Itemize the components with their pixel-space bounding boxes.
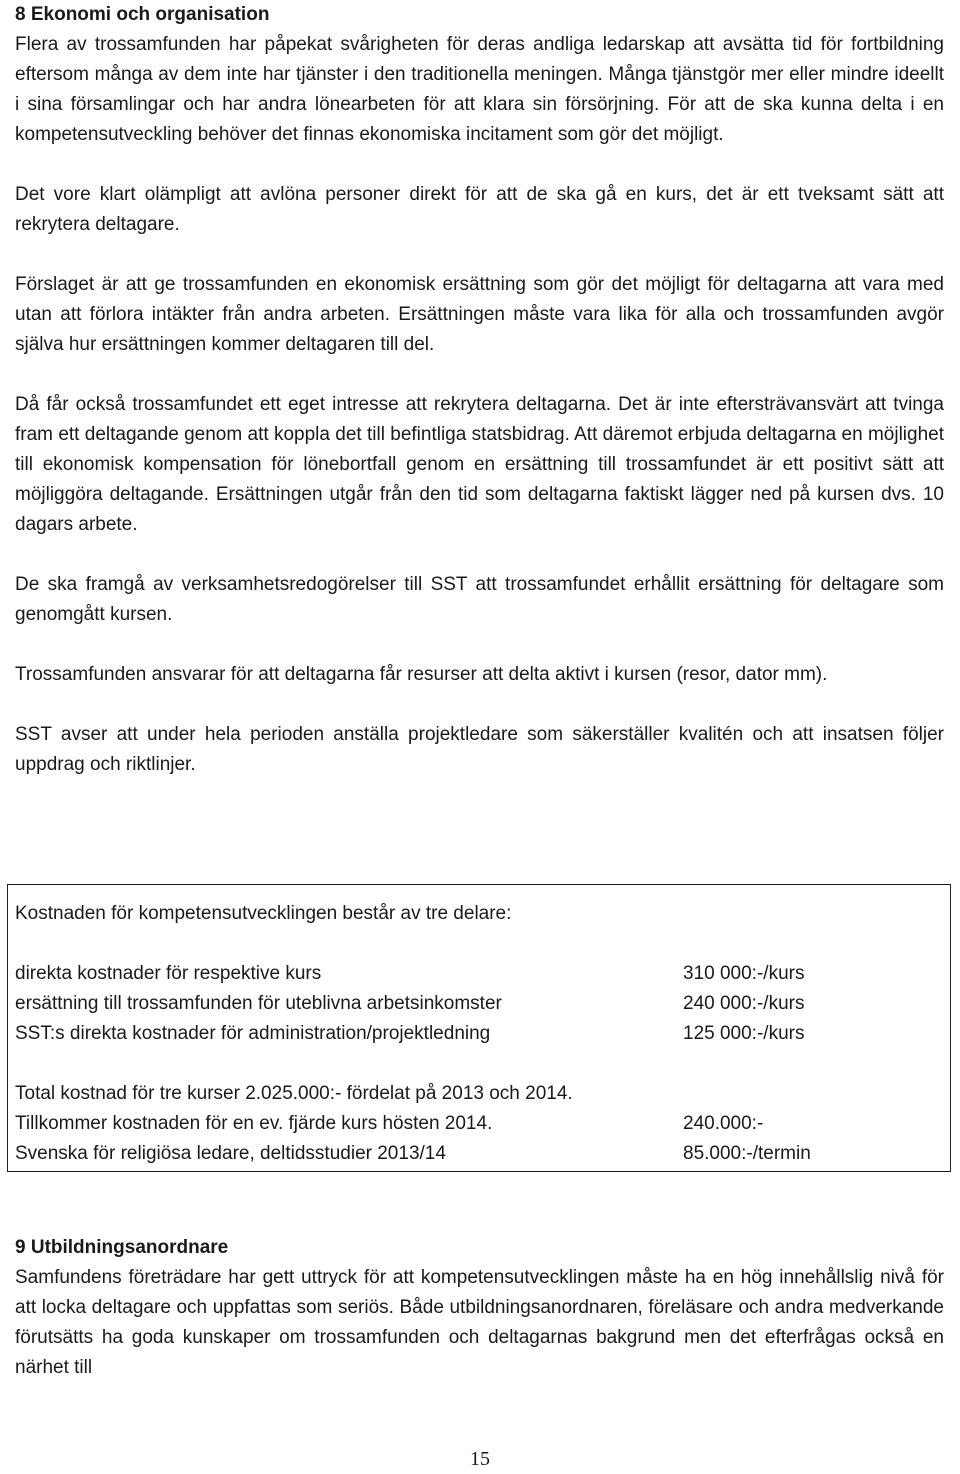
paragraph-4: Då får också trossamfundet ett eget intresse att rekrytera deltagarna. Det är inte eftersträvansvärt att tvinga fram ett deltagande genom att koppla det till befintliga statsbidrag. Att däremot erbjuda deltagarna en möjlighet till ekonomisk kompensation för lönebortfall genom en ersättning till trossamfundet är ett positivt sätt att möjliggöra deltagande. Ersättningen utgår från den tid som deltagarna faktiskt lägger ned på kursen dvs. 10 dagars arbete. [15,394,944,535]
cost-box [7,884,951,1172]
cost-item-amount: 125 000:-/kurs [683,1023,805,1044]
section-9-paragraph: Samfundens företrädare har gett uttryck för att kompetensutvecklingen måste ha en hög innehållslig nivå för att locka deltagare och uppfattas som seriös. Både utbildningsanordnaren, föreläsare och andra medverkande förutsätts ha goda kunskaper om trossamfunden och deltagarnas bakgrund men det efterfrågas också en närhet till [15,1267,944,1378]
paragraph-1: Flera av trossamfunden har påpekat svårigheten för deras andliga ledarskap att avsätta tid för fortbildning eftersom många av dem inte har tjänster i den traditionella meningen. Många tjänstgör mer eller mindre ideellt i sina församlingar och har andra lönearbeten för att klara sin försörjning. För att de ska kunna delta i en kompetensutveckling behöver det finnas ekonomiska incitament som gör det möjligt. [15,34,944,145]
paragraph-5: De ska framgå av verksamhetsredogörelser till SST att trossamfundet erhållit ersättning för deltagare som genomgått kursen. [15,574,944,625]
total-cost: Total kostnad för tre kurser 2.025.000:- fördelat på 2013 och 2014. [15,1083,573,1104]
cost-item-amount: 240 000:-/kurs [683,993,805,1014]
section-8 [15,0,944,780]
paragraph-7: SST avser att under hela perioden anställa projektledare som säkerställer kvalitén och att insatsen följer uppdrag och riktlinjer. [15,724,944,775]
section-8-heading: 8 Ekonomi och organisation [15,4,270,25]
cost-item-label: direkta kostnader för respektive kurs [15,963,322,984]
cost-item-label: ersättning till trossamfunden för uteblivna arbetsinkomster [15,993,502,1014]
section-9-heading: 9 Utbildningsanordnare [15,1237,229,1258]
cost-item [15,959,935,989]
cost-item-amount: 310 000:-/kurs [683,963,805,984]
paragraph-6: Trossamfunden ansvarar för att deltagarna får resurser att delta aktivt i kursen (resor, dator mm). [15,664,828,685]
page-number: 15 [470,1448,490,1470]
extra-cost-item [15,1139,935,1169]
cost-item [15,989,935,1019]
extra-cost-amount: 85.000:-/termin [683,1143,811,1164]
cost-item-label: SST:s direkta kostnader för administration/projektledning [15,1023,491,1044]
extra-cost-amount: 240.000:- [683,1113,764,1134]
cost-box-intro: Kostnaden för kompetensutvecklingen består av tre delare: [15,903,512,924]
cost-item [15,1019,935,1049]
extra-cost-label: Svenska för religiösa ledare, deltidsstudier 2013/14 [15,1143,446,1164]
extra-cost-label: Tillkommer kostnaden för en ev. fjärde kurs hösten 2014. [15,1113,493,1134]
paragraph-2: Det vore klart olämpligt att avlöna personer direkt för att de ska gå en kurs, det är ett tveksamt sätt att rekrytera deltagare. [15,184,944,235]
extra-cost-item [15,1109,935,1139]
section-9 [15,1233,944,1383]
paragraph-3: Förslaget är att ge trossamfunden en ekonomisk ersättning som gör det möjligt för deltagarna att vara med utan att förlora intäkter från andra arbeten. Ersättningen måste vara lika för alla och trossamfunden avgör själva hur ersättningen kommer deltagaren till del. [15,274,944,355]
